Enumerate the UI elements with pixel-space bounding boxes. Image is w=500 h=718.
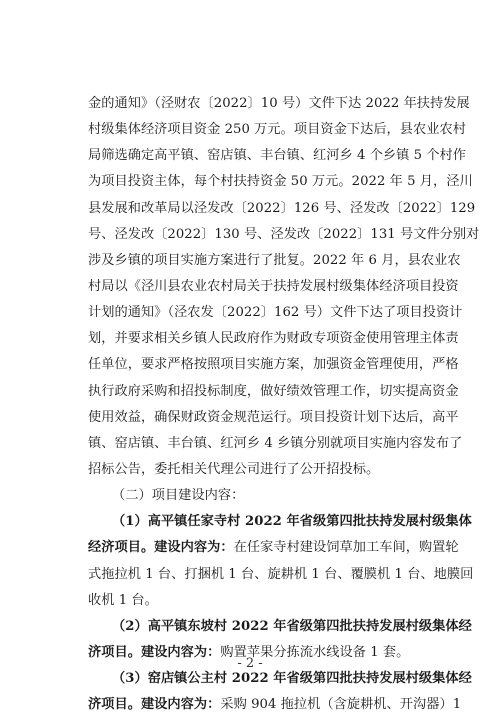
text-line [88,509,472,535]
text-line [88,117,466,143]
text-line [88,535,459,561]
text-segment: 镇、窑店镇、丰台镇、红河乡 4 乡镇分别就项目实施内容发布了 [88,435,463,451]
text-line [88,300,463,326]
bold-text-segment: （2）高平镇东坡村 2022 年省级第四批扶持发展村级集体经 [112,618,472,634]
text-line [88,91,470,117]
text-line [88,614,472,640]
text-line [88,274,459,300]
text-segment: 式拖拉机 1 台、打捆机 1 台、旋耕机 1 台、覆膜机 1 台、地膜回 [88,566,474,582]
text-segment: 县发展和改革局以泾发改〔2022〕126 号、泾发改〔2022〕129 [88,200,476,216]
bold-text-segment: （1）高平镇任家寺村 2022 年省级第四批扶持发展村级集体 [112,514,472,530]
text-segment: 招标公告，委托相关代理公司进行了公开招投标。 [88,461,380,477]
page-number: - 2 - [237,656,263,671]
bold-text-segment: 经济项目。建设内容为： [88,540,234,556]
text-line [88,379,459,405]
text-line [88,588,418,614]
text-line [88,483,418,509]
text-segment: 局筛选确定高平镇、窑店镇、丰台镇、红河乡 4 个乡镇 5 个村作 [88,148,467,164]
text-segment: 涉及乡镇的项目实施方案进行了批复。2022 年 6 月，县农业农 [88,252,461,268]
text-line [88,248,461,274]
text-segment: 计划的通知》（泾农发〔2022〕162 号）文件下达了项目投资计 [88,305,463,321]
text-segment: 执行政府采购和招投标制度，做好绩效管理工作，切实提高资金 [88,383,459,399]
text-segment: 在任家寺村建设饲草加工车间，购置轮 [233,540,459,556]
text-segment: 村局以《泾川县农业农村局关于扶持发展村级集体经济项目投资 [88,278,459,294]
body-text [88,91,480,718]
text-line [88,692,462,718]
text-line [88,352,459,378]
text-segment: 金的通知》（泾财农〔2022〕10 号）文件下达 2022 年扶持发展 [88,96,470,111]
text-segment: 任单位，要求严格按照项目实施方案，加强资金管理使用，严格 [88,357,459,373]
bold-text-segment: （3）窑店镇公主村 2022 年省级第四批扶持发展村级集体经 [112,671,472,687]
bold-text-segment: 济项目。建设内容为： [88,644,221,660]
text-line [88,326,459,352]
text-segment: 号、泾发改〔2022〕130 号、泾发改〔2022〕131 号文件分别对 [88,226,480,242]
text-segment: 村级集体经济项目资金 250 万元。项目资金下达后，县农业农村 [88,122,466,138]
text-segment: 购置苹果分拣流水线设备 1 套。 [220,644,410,660]
text-line [88,457,418,483]
text-line [88,405,459,431]
text-line [88,196,476,222]
text-segment: （二）项目建设内容： [112,488,245,504]
text-segment: 使用效益，确保财政资金规范运行。项目投资计划下达后，高平 [88,409,459,425]
text-segment: 划，并要求相关乡镇人民政府作为财政专项资金使用管理主体责 [88,331,459,347]
text-line [88,169,473,195]
text-segment: 收机 1 台。 [88,592,158,608]
text-line [88,562,474,588]
text-line [88,222,480,248]
text-segment: 采购 904 拖拉机（含旋耕机、开沟器）1 [220,697,462,713]
text-line [88,143,467,169]
text-line [88,431,463,457]
bold-text-segment: 济项目。建设内容为： [88,697,221,713]
text-segment: 为项目投资主体，每个村扶持资金 50 万元。2022 年 5 月，泾川 [88,174,473,190]
